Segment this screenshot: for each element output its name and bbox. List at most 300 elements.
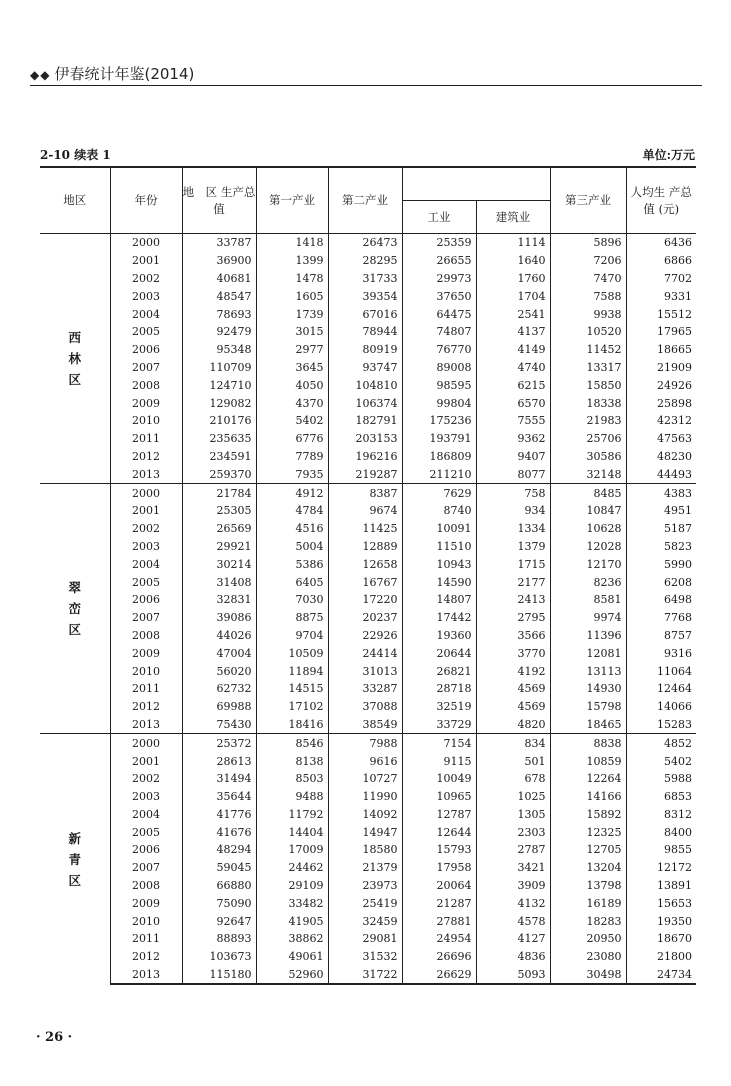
cell-secondary: 38549: [328, 716, 402, 734]
table-row: [40, 412, 696, 430]
cell-per-capita: 12464: [626, 680, 696, 698]
cell-construction: 4149: [476, 341, 550, 359]
cell-per-capita: 21800: [626, 948, 696, 966]
table-row: [40, 859, 696, 877]
cell-secondary: 24414: [328, 644, 402, 662]
cell-tertiary: 15850: [550, 376, 626, 394]
cell-primary: 5004: [256, 538, 328, 556]
cell-year: 2011: [110, 680, 182, 698]
cell-industry: 64475: [402, 305, 476, 323]
cell-primary: 38862: [256, 930, 328, 948]
table-row: [40, 287, 696, 305]
cell-primary: 5386: [256, 555, 328, 573]
cell-gdp: 235635: [182, 430, 256, 448]
cell-gdp: 78693: [182, 305, 256, 323]
cell-construction: 4740: [476, 359, 550, 377]
table-row: [40, 502, 696, 520]
cell-industry: 27881: [402, 912, 476, 930]
cell-secondary: 14092: [328, 806, 402, 824]
cell-industry: 33729: [402, 716, 476, 734]
cell-year: 2013: [110, 966, 182, 985]
cell-secondary: 104810: [328, 376, 402, 394]
table-row: [40, 644, 696, 662]
cell-secondary: 182791: [328, 412, 402, 430]
cell-industry: 17442: [402, 609, 476, 627]
cell-secondary: 8387: [328, 484, 402, 502]
cell-industry: 26655: [402, 252, 476, 270]
cell-tertiary: 8581: [550, 591, 626, 609]
cell-primary: 17009: [256, 841, 328, 859]
cell-secondary: 25419: [328, 894, 402, 912]
cell-year: 2008: [110, 627, 182, 645]
cell-secondary: 14947: [328, 823, 402, 841]
cell-construction: 4836: [476, 948, 550, 966]
cell-tertiary: 23080: [550, 948, 626, 966]
region-cell: [40, 484, 110, 734]
table-row: [40, 770, 696, 788]
cell-per-capita: 7702: [626, 270, 696, 288]
cell-gdp: 103673: [182, 948, 256, 966]
cell-construction: 1704: [476, 287, 550, 305]
cell-per-capita: 8757: [626, 627, 696, 645]
cell-per-capita: 9331: [626, 287, 696, 305]
cell-gdp: 92647: [182, 912, 256, 930]
cell-secondary: 10727: [328, 770, 402, 788]
cell-year: 2013: [110, 716, 182, 734]
table-body: [40, 234, 696, 985]
col-header-tertiary: 第三产业: [550, 167, 626, 234]
cell-tertiary: 12081: [550, 644, 626, 662]
cell-construction: 4578: [476, 912, 550, 930]
cell-construction: 2303: [476, 823, 550, 841]
cell-tertiary: 11452: [550, 341, 626, 359]
cell-gdp: 69988: [182, 698, 256, 716]
cell-tertiary: 18283: [550, 912, 626, 930]
cell-construction: 1640: [476, 252, 550, 270]
cell-construction: 1715: [476, 555, 550, 573]
cell-tertiary: 14930: [550, 680, 626, 698]
cell-primary: 17102: [256, 698, 328, 716]
cell-industry: 15793: [402, 841, 476, 859]
cell-year: 2009: [110, 894, 182, 912]
cell-year: 2001: [110, 502, 182, 520]
col-header-per-capita: 人均生 产总值 (元): [626, 167, 696, 234]
cell-tertiary: 12028: [550, 538, 626, 556]
cell-gdp: 36900: [182, 252, 256, 270]
cell-secondary: 21379: [328, 859, 402, 877]
cell-gdp: 41676: [182, 823, 256, 841]
cell-primary: 2977: [256, 341, 328, 359]
cell-gdp: 26569: [182, 520, 256, 538]
cell-primary: 1739: [256, 305, 328, 323]
cell-construction: 2413: [476, 591, 550, 609]
cell-year: 2000: [110, 484, 182, 502]
cell-primary: 29109: [256, 877, 328, 895]
cell-secondary: 31722: [328, 966, 402, 985]
cell-industry: 186809: [402, 448, 476, 466]
cell-secondary: 22926: [328, 627, 402, 645]
cell-industry: 21287: [402, 894, 476, 912]
cell-primary: 1418: [256, 234, 328, 252]
cell-gdp: 59045: [182, 859, 256, 877]
cell-primary: 7935: [256, 465, 328, 483]
cell-tertiary: 12705: [550, 841, 626, 859]
cell-secondary: 17220: [328, 591, 402, 609]
cell-year: 2000: [110, 734, 182, 752]
cell-year: 2004: [110, 305, 182, 323]
table-row: [40, 270, 696, 288]
cell-primary: 5402: [256, 412, 328, 430]
cell-secondary: 106374: [328, 394, 402, 412]
cell-secondary: 219287: [328, 465, 402, 483]
cell-secondary: 11990: [328, 788, 402, 806]
cell-primary: 52960: [256, 966, 328, 985]
cell-construction: 5093: [476, 966, 550, 985]
table-row: [40, 912, 696, 930]
cell-year: 2003: [110, 538, 182, 556]
cell-construction: 834: [476, 734, 550, 752]
cell-industry: 89008: [402, 359, 476, 377]
cell-tertiary: 11396: [550, 627, 626, 645]
cell-industry: 175236: [402, 412, 476, 430]
table-row: [40, 627, 696, 645]
cell-industry: 76770: [402, 341, 476, 359]
cell-tertiary: 7588: [550, 287, 626, 305]
cell-industry: 7154: [402, 734, 476, 752]
cell-gdp: 33787: [182, 234, 256, 252]
col-header-year: 年份: [110, 167, 182, 234]
table-row: [40, 734, 696, 752]
cell-construction: 4127: [476, 930, 550, 948]
region-cell: [40, 734, 110, 985]
cell-per-capita: 7768: [626, 609, 696, 627]
cell-primary: 6776: [256, 430, 328, 448]
table-row: [40, 930, 696, 948]
cell-year: 2003: [110, 287, 182, 305]
cell-construction: 9407: [476, 448, 550, 466]
cell-industry: 20644: [402, 644, 476, 662]
cell-per-capita: 13891: [626, 877, 696, 895]
cell-secondary: 32459: [328, 912, 402, 930]
table-row: [40, 966, 696, 985]
cell-construction: 1334: [476, 520, 550, 538]
cell-industry: 10091: [402, 520, 476, 538]
cell-primary: 4050: [256, 376, 328, 394]
cell-secondary: 31532: [328, 948, 402, 966]
cell-per-capita: 19350: [626, 912, 696, 930]
cell-per-capita: 18665: [626, 341, 696, 359]
cell-year: 2002: [110, 270, 182, 288]
cell-per-capita: 9855: [626, 841, 696, 859]
region-cell: [40, 234, 110, 484]
cell-year: 2004: [110, 806, 182, 824]
cell-primary: 1478: [256, 270, 328, 288]
cell-per-capita: 5988: [626, 770, 696, 788]
gdp-table: [40, 166, 696, 985]
cell-construction: 2787: [476, 841, 550, 859]
cell-tertiary: 8485: [550, 484, 626, 502]
cell-per-capita: 11064: [626, 662, 696, 680]
cell-primary: 49061: [256, 948, 328, 966]
cell-secondary: 31013: [328, 662, 402, 680]
cell-per-capita: 6853: [626, 788, 696, 806]
cell-industry: 9115: [402, 752, 476, 770]
cell-gdp: 21784: [182, 484, 256, 502]
cell-construction: 501: [476, 752, 550, 770]
cell-year: 2009: [110, 644, 182, 662]
cell-year: 2012: [110, 948, 182, 966]
cell-gdp: 40681: [182, 270, 256, 288]
cell-construction: 4132: [476, 894, 550, 912]
cell-primary: 8138: [256, 752, 328, 770]
cell-gdp: 39086: [182, 609, 256, 627]
cell-gdp: 25305: [182, 502, 256, 520]
cell-gdp: 259370: [182, 465, 256, 483]
cell-primary: 18416: [256, 716, 328, 734]
cell-secondary: 29081: [328, 930, 402, 948]
cell-per-capita: 24734: [626, 966, 696, 985]
page-number: · 26 ·: [36, 1030, 73, 1045]
cell-per-capita: 15283: [626, 716, 696, 734]
cell-tertiary: 15892: [550, 806, 626, 824]
table-row: [40, 948, 696, 966]
cell-per-capita: 47563: [626, 430, 696, 448]
cell-per-capita: 18670: [626, 930, 696, 948]
cell-construction: 4137: [476, 323, 550, 341]
cell-construction: 4820: [476, 716, 550, 734]
running-header: [30, 62, 702, 86]
table-row: [40, 430, 696, 448]
cell-primary: 41905: [256, 912, 328, 930]
region-name: 西林区: [68, 329, 81, 388]
cell-industry: 26696: [402, 948, 476, 966]
cell-secondary: 20237: [328, 609, 402, 627]
cell-year: 2012: [110, 448, 182, 466]
cell-gdp: 75090: [182, 894, 256, 912]
cell-year: 2006: [110, 341, 182, 359]
cell-gdp: 115180: [182, 966, 256, 985]
cell-per-capita: 5402: [626, 752, 696, 770]
cell-tertiary: 18465: [550, 716, 626, 734]
cell-gdp: 129082: [182, 394, 256, 412]
cell-per-capita: 12172: [626, 859, 696, 877]
cell-secondary: 196216: [328, 448, 402, 466]
cell-tertiary: 32148: [550, 465, 626, 483]
cell-primary: 11792: [256, 806, 328, 824]
cell-secondary: 33287: [328, 680, 402, 698]
cell-industry: 20064: [402, 877, 476, 895]
cell-per-capita: 5823: [626, 538, 696, 556]
table-row: [40, 894, 696, 912]
cell-per-capita: 4383: [626, 484, 696, 502]
cell-tertiary: 21983: [550, 412, 626, 430]
cell-per-capita: 5990: [626, 555, 696, 573]
cell-industry: 12787: [402, 806, 476, 824]
cell-primary: 4784: [256, 502, 328, 520]
cell-secondary: 80919: [328, 341, 402, 359]
cell-per-capita: 15653: [626, 894, 696, 912]
table-row: [40, 698, 696, 716]
col-header-gdp: 地 区 生产总值: [182, 167, 256, 234]
cell-secondary: 26473: [328, 234, 402, 252]
cell-secondary: 23973: [328, 877, 402, 895]
table-row: [40, 359, 696, 377]
cell-secondary: 37088: [328, 698, 402, 716]
table-row: [40, 394, 696, 412]
table-row: [40, 323, 696, 341]
cell-year: 2009: [110, 394, 182, 412]
cell-tertiary: 5896: [550, 234, 626, 252]
cell-tertiary: 13798: [550, 877, 626, 895]
cell-year: 2003: [110, 788, 182, 806]
table-row: [40, 609, 696, 627]
cell-industry: 99804: [402, 394, 476, 412]
col-header-secondary: 第二产业: [328, 167, 402, 234]
cell-industry: 10049: [402, 770, 476, 788]
cell-primary: 14404: [256, 823, 328, 841]
table-row: [40, 484, 696, 502]
cell-per-capita: 4852: [626, 734, 696, 752]
cell-industry: 28718: [402, 680, 476, 698]
cell-construction: 934: [476, 502, 550, 520]
cell-year: 2007: [110, 359, 182, 377]
cell-gdp: 110709: [182, 359, 256, 377]
cell-year: 2008: [110, 877, 182, 895]
cell-per-capita: 44493: [626, 465, 696, 483]
table-row: [40, 555, 696, 573]
cell-primary: 4516: [256, 520, 328, 538]
cell-gdp: 48547: [182, 287, 256, 305]
cell-construction: 2795: [476, 609, 550, 627]
cell-industry: 25359: [402, 234, 476, 252]
cell-gdp: 31408: [182, 573, 256, 591]
table-row: [40, 305, 696, 323]
table-row: [40, 788, 696, 806]
cell-tertiary: 14166: [550, 788, 626, 806]
cell-construction: 1305: [476, 806, 550, 824]
cell-primary: 8503: [256, 770, 328, 788]
cell-secondary: 18580: [328, 841, 402, 859]
cell-construction: 8077: [476, 465, 550, 483]
table-row: [40, 341, 696, 359]
table-row: [40, 752, 696, 770]
cell-construction: 4569: [476, 698, 550, 716]
cell-primary: 24462: [256, 859, 328, 877]
cell-secondary: 12658: [328, 555, 402, 573]
cell-gdp: 44026: [182, 627, 256, 645]
cell-gdp: 47004: [182, 644, 256, 662]
cell-construction: 6215: [476, 376, 550, 394]
cell-tertiary: 15798: [550, 698, 626, 716]
table-row: [40, 823, 696, 841]
cell-construction: 9362: [476, 430, 550, 448]
header-rule: [30, 85, 702, 86]
cell-secondary: 7988: [328, 734, 402, 752]
cell-construction: 1114: [476, 234, 550, 252]
table-row: [40, 573, 696, 591]
cell-tertiary: 13204: [550, 859, 626, 877]
cell-secondary: 12889: [328, 538, 402, 556]
cell-tertiary: 12325: [550, 823, 626, 841]
cell-tertiary: 25706: [550, 430, 626, 448]
cell-industry: 32519: [402, 698, 476, 716]
cell-gdp: 95348: [182, 341, 256, 359]
col-header-primary: 第一产业: [256, 167, 328, 234]
table-row: [40, 841, 696, 859]
cell-construction: 1025: [476, 788, 550, 806]
cell-industry: 37650: [402, 287, 476, 305]
cell-per-capita: 48230: [626, 448, 696, 466]
cell-tertiary: 9938: [550, 305, 626, 323]
cell-industry: 10965: [402, 788, 476, 806]
cell-per-capita: 24926: [626, 376, 696, 394]
cell-per-capita: 25898: [626, 394, 696, 412]
cell-year: 2001: [110, 752, 182, 770]
table-row: [40, 252, 696, 270]
cell-gdp: 56020: [182, 662, 256, 680]
cell-gdp: 35644: [182, 788, 256, 806]
cell-year: 2005: [110, 323, 182, 341]
cell-primary: 11894: [256, 662, 328, 680]
cell-gdp: 62732: [182, 680, 256, 698]
cell-construction: 1760: [476, 270, 550, 288]
cell-secondary: 67016: [328, 305, 402, 323]
cell-gdp: 28613: [182, 752, 256, 770]
cell-year: 2006: [110, 591, 182, 609]
cell-industry: 19360: [402, 627, 476, 645]
cell-industry: 74807: [402, 323, 476, 341]
cell-secondary: 28295: [328, 252, 402, 270]
cell-year: 2010: [110, 912, 182, 930]
cell-secondary: 16767: [328, 573, 402, 591]
cell-primary: 4370: [256, 394, 328, 412]
cell-gdp: 66880: [182, 877, 256, 895]
cell-industry: 29973: [402, 270, 476, 288]
cell-per-capita: 4951: [626, 502, 696, 520]
table-row: [40, 538, 696, 556]
cell-gdp: 92479: [182, 323, 256, 341]
cell-year: 2008: [110, 376, 182, 394]
col-header-secondary-breakdown: [402, 167, 550, 201]
cell-year: 2012: [110, 698, 182, 716]
cell-gdp: 234591: [182, 448, 256, 466]
cell-construction: 2177: [476, 573, 550, 591]
cell-year: 2000: [110, 234, 182, 252]
cell-secondary: 11425: [328, 520, 402, 538]
cell-construction: 4569: [476, 680, 550, 698]
table-number: 2-10 续表 1: [40, 148, 111, 162]
cell-per-capita: 6866: [626, 252, 696, 270]
diamond-bullets-icon: ◆◆: [30, 68, 51, 82]
table-row: [40, 662, 696, 680]
cell-gdp: 25372: [182, 734, 256, 752]
cell-construction: 2541: [476, 305, 550, 323]
cell-industry: 26629: [402, 966, 476, 985]
cell-tertiary: 10520: [550, 323, 626, 341]
table-row: [40, 806, 696, 824]
cell-gdp: 88893: [182, 930, 256, 948]
cell-industry: 14590: [402, 573, 476, 591]
cell-primary: 6405: [256, 573, 328, 591]
cell-industry: 17958: [402, 859, 476, 877]
cell-industry: 24954: [402, 930, 476, 948]
yearbook-title: 伊春统计年鉴(2014): [54, 65, 195, 83]
cell-tertiary: 20950: [550, 930, 626, 948]
cell-secondary: 9674: [328, 502, 402, 520]
cell-secondary: 203153: [328, 430, 402, 448]
region-name: 新青区: [68, 830, 81, 889]
cell-per-capita: 42312: [626, 412, 696, 430]
